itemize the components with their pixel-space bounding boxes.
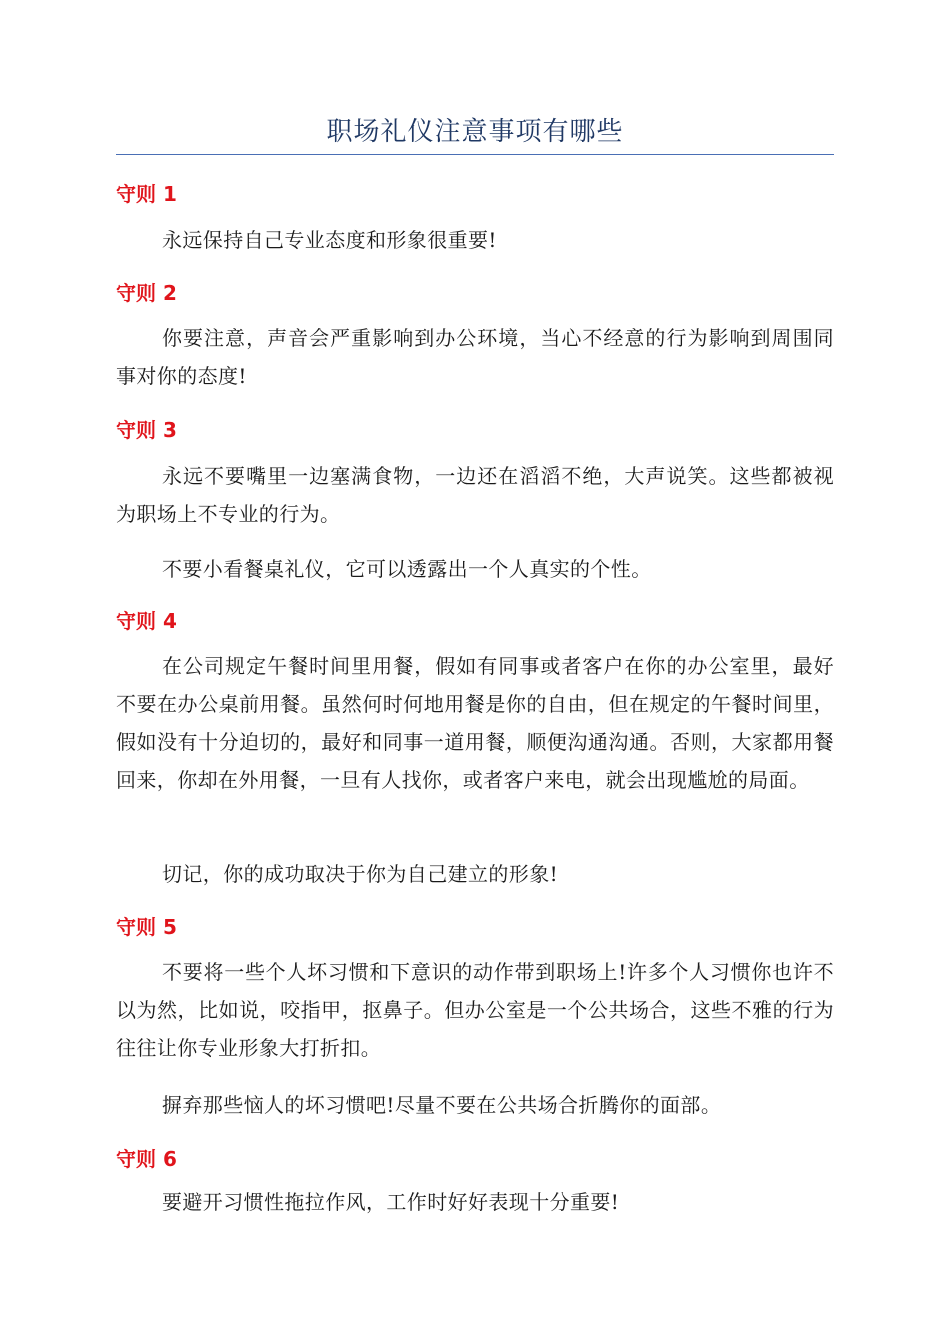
rule-heading-6: 守则 6 [116,1147,177,1171]
rule-heading-1: 守则 1 [116,182,177,206]
rule-4-paragraph-1: 在公司规定午餐时间里用餐，假如有同事或者客户在你的办公室里，最好不要在办公桌前用餐。虽然何时何地用餐是你的自由，但在规定的午餐时间里，假如没有十分迫切的，最好和同事一道用餐，顺便沟通沟通。否则，大家都用餐回来，你却在外用餐，一旦有人找你，或者客户来电，就会出现尴尬的局面。 [116,654,834,792]
rule-heading-5: 守则 5 [116,915,177,939]
rule-6-paragraph-1: 要避开习惯性拖拉作风，工作时好好表现十分重要! [162,1190,620,1214]
rule-5-paragraph-2: 摒弃那些恼人的坏习惯吧!尽量不要在公共场合折腾你的面部。 [162,1093,722,1117]
rule-heading-4: 守则 4 [116,609,177,633]
rule-2-paragraph-1: 你要注意，声音会严重影响到办公环境，当心不经意的行为影响到周围同事对你的态度! [116,326,834,388]
rule-4-paragraph-2: 切记，你的成功取决于你为自己建立的形象! [162,862,559,886]
title-underline [116,154,834,155]
rule-3-paragraph-2: 不要小看餐桌礼仪，它可以透露出一个人真实的个性。 [162,557,652,581]
rule-heading-3: 守则 3 [116,418,177,442]
document-title: 职场礼仪注意事项有哪些 [326,117,624,147]
rule-3-paragraph-1: 永远不要嘴里一边塞满食物，一边还在滔滔不绝，大声说笑。这些都被视为职场上不专业的行为。 [116,464,834,526]
rule-1-paragraph-1: 永远保持自己专业态度和形象很重要! [162,228,497,252]
rule-5-paragraph-1: 不要将一些个人坏习惯和下意识的动作带到职场上!许多个人习惯你也许不以为然，比如说，咬指甲，抠鼻子。但办公室是一个公共场合，这些不雅的行为往往让你专业形象大打折扣。 [116,960,834,1060]
rule-heading-2: 守则 2 [116,281,177,305]
